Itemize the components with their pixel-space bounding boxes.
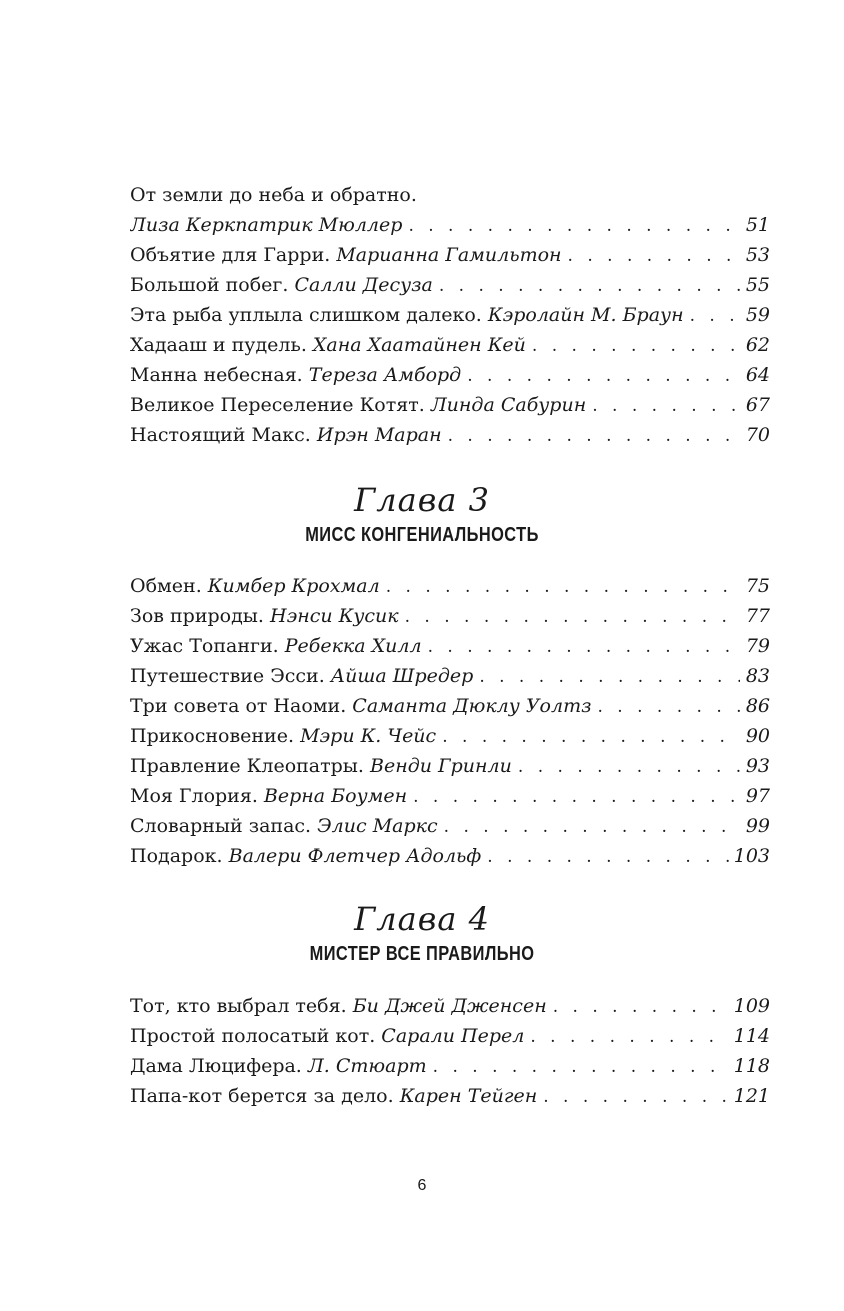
toc-entry-author: Нэнси Кусик — [270, 605, 399, 627]
toc-entry-page-number: 79 — [745, 635, 770, 657]
dot-leader — [428, 632, 740, 661]
toc-entry-title: Зов природы. — [130, 605, 264, 627]
toc-entry-page-number: 109 — [733, 995, 770, 1017]
toc-entry — [130, 330, 770, 360]
toc-entry-author: Марианна Гамильтон — [336, 244, 562, 266]
toc-entry-page-number: 64 — [745, 364, 770, 386]
toc-section-top — [130, 180, 770, 450]
toc-entry-author: Мэри К. Чейс — [300, 725, 437, 747]
dot-leader — [487, 842, 729, 871]
toc-entry — [130, 300, 770, 330]
toc-entry — [130, 270, 770, 300]
toc-entry-text — [130, 691, 591, 721]
toc-entry — [130, 811, 770, 841]
toc-entry-author: Карен Тейген — [399, 1085, 538, 1107]
toc-entry-text — [130, 1021, 524, 1051]
toc-entry-text — [130, 1081, 537, 1111]
toc-entry-page-number: 114 — [733, 1025, 770, 1047]
toc-entry — [130, 1081, 770, 1111]
toc-entry-author: Л. Стюарт — [307, 1055, 427, 1077]
dot-leader — [439, 271, 740, 300]
toc-entry-author: Сарали Перел — [381, 1025, 525, 1047]
toc-entry-page-number: 97 — [745, 785, 770, 807]
toc-entry-author: Валери Флетчер Адольф — [228, 845, 482, 867]
toc-entry-page-number: 86 — [745, 695, 770, 717]
toc-entry-text — [130, 330, 526, 360]
toc-entry-author: Салли Десуза — [294, 274, 433, 296]
toc-entry-author: Кимбер Крохмал — [207, 575, 380, 597]
dot-leader — [405, 602, 740, 631]
toc-entry-text — [130, 991, 547, 1021]
toc-entry-title: Эта рыба уплыла слишком далеко. — [130, 304, 482, 326]
dot-leader — [543, 1082, 730, 1111]
toc-entry — [130, 1021, 770, 1051]
toc-section-chapter3 — [130, 571, 770, 871]
toc-entry-author: Линда Сабурин — [430, 394, 587, 416]
toc-entry-author: Саманта Дюклу Уолтз — [352, 695, 592, 717]
toc-entry-page-number: 75 — [745, 575, 770, 597]
toc-entry-title: Простой полосатый кот. — [130, 1025, 376, 1047]
toc-entry — [130, 991, 770, 1021]
dot-leader — [518, 752, 740, 781]
dot-leader — [532, 331, 740, 360]
toc-entry-text — [130, 601, 399, 631]
toc-entry — [130, 631, 770, 661]
toc-entry-text — [130, 420, 442, 450]
chapter-title: МИСТЕР ВСЕ ПРАВИЛЬНО — [309, 943, 535, 965]
toc-entry-page-number: 90 — [745, 725, 770, 747]
toc-entry-title: Большой побег. — [130, 274, 289, 296]
dot-leader — [479, 662, 740, 691]
toc-entry-author: Лиза Керкпатрик Мюллер — [130, 214, 403, 236]
toc-entry — [130, 360, 770, 390]
toc-entry-page-number: 51 — [745, 214, 770, 236]
toc-entry-title: Манна небесная. — [130, 364, 303, 386]
toc-entry-text — [130, 240, 562, 270]
toc-entry — [130, 240, 770, 270]
chapter-label: Глава 4 — [354, 900, 490, 938]
dot-leader — [413, 782, 740, 811]
toc-entry-author: Ребекка Хилл — [284, 635, 422, 657]
toc-entry-title: От земли до неба и обратно. — [130, 184, 417, 206]
page-number: 6 — [417, 1177, 427, 1194]
toc-entry — [130, 721, 770, 751]
chapter-title: МИСС КОНГЕНИАЛЬНОСТЬ — [305, 524, 539, 546]
dot-leader — [386, 572, 740, 601]
toc-entry-text — [130, 721, 436, 751]
toc-entry-text — [130, 631, 422, 661]
toc-entry — [130, 390, 770, 420]
toc-entry-title: Три совета от Наоми. — [130, 695, 347, 717]
toc-entry-page-number: 70 — [745, 424, 770, 446]
toc-entry — [130, 210, 770, 240]
toc-entry-text — [130, 270, 433, 300]
toc-entry — [130, 1051, 770, 1081]
toc-entry — [130, 751, 770, 781]
chapter-heading — [0, 899, 844, 967]
toc-entry-page-number: 103 — [733, 845, 770, 867]
toc-entry-page-number: 59 — [745, 304, 770, 326]
toc-entry-title: Хадааш и пудель. — [130, 334, 307, 356]
toc-entry-title: Путешествие Эсси. — [130, 665, 325, 687]
dot-leader — [592, 391, 740, 420]
toc-entry — [130, 571, 770, 601]
dot-leader — [448, 421, 740, 450]
toc-entry — [130, 420, 770, 450]
dot-leader — [433, 1052, 730, 1081]
dot-leader — [530, 1022, 729, 1051]
toc-entry-page-number: 55 — [745, 274, 770, 296]
toc-entry-title: Обмен. — [130, 575, 202, 597]
toc-entry-page-number: 83 — [745, 665, 770, 687]
toc-entry-text — [130, 360, 461, 390]
dot-leader — [408, 211, 740, 240]
toc-section-chapter4 — [130, 991, 770, 1111]
toc-entry-text — [130, 571, 380, 601]
toc-entry-title: Ужас Топанги. — [130, 635, 279, 657]
dot-leader — [568, 241, 740, 270]
toc-entry-title: Папа-кот берется за дело. — [130, 1085, 394, 1107]
toc-entry-author: Би Джей Дженсен — [352, 995, 547, 1017]
dot-leader — [690, 301, 740, 330]
toc-entry-page-number: 67 — [745, 394, 770, 416]
toc-entry-page-number: 99 — [745, 815, 770, 837]
toc-entry-text — [130, 841, 481, 871]
toc-entry-author: Айша Шредер — [330, 665, 474, 687]
toc-entry-author: Кэролайн М. Браун — [487, 304, 684, 326]
toc-entry-page-number: 118 — [733, 1055, 770, 1077]
toc-entry — [130, 691, 770, 721]
dot-leader — [444, 812, 740, 841]
toc-entry-title: Объятие для Гарри. — [130, 244, 331, 266]
toc-entry-author: Тереза Амборд — [308, 364, 462, 386]
toc-entry-author: Верна Боумен — [263, 785, 408, 807]
toc-entry — [130, 601, 770, 631]
toc-entry-title: Тот, кто выбрал тебя. — [130, 995, 347, 1017]
toc-entry-author: Ирэн Маран — [316, 424, 442, 446]
toc-entry-title: Дама Люцифера. — [130, 1055, 302, 1077]
dot-leader — [442, 722, 740, 751]
toc-entry-title: Словарный запас. — [130, 815, 312, 837]
chapter-heading — [0, 480, 844, 548]
dot-leader — [467, 361, 740, 390]
chapter-label: Глава 3 — [354, 481, 490, 519]
toc-entry-page-number: 121 — [733, 1085, 770, 1107]
toc-entry-text — [130, 751, 512, 781]
toc-entry — [130, 661, 770, 691]
toc-entry-page-number: 93 — [745, 755, 770, 777]
toc-entry-author: Хана Хаатайнен Кей — [312, 334, 526, 356]
toc-entry-title: Правление Клеопатры. — [130, 755, 364, 777]
toc-entry-title: Подарок. — [130, 845, 223, 867]
toc-entry-text — [130, 661, 473, 691]
toc-entry-text — [130, 390, 586, 420]
toc-entry-title: Прикосновение. — [130, 725, 295, 747]
toc-entry-page-number: 53 — [745, 244, 770, 266]
toc-entry-text — [130, 811, 438, 841]
toc-entry-page-number: 77 — [745, 605, 770, 627]
toc-entry-text — [130, 300, 684, 330]
toc-entry-author: Венди Гринли — [370, 755, 512, 777]
toc-entry-title: Настоящий Макс. — [130, 424, 311, 446]
toc-entry-author: Элис Маркс — [317, 815, 438, 837]
toc-entry — [130, 781, 770, 811]
toc-entry-text — [130, 781, 407, 811]
toc-entry — [130, 841, 770, 871]
dot-leader — [553, 992, 730, 1021]
toc-entry-text — [130, 1051, 427, 1081]
toc-lead-line — [130, 180, 770, 210]
dot-leader — [597, 692, 740, 721]
toc-entry-text — [130, 210, 402, 240]
toc-entry-page-number: 62 — [745, 334, 770, 356]
toc-entry-title: Моя Глория. — [130, 785, 258, 807]
toc-entry-title: Великое Переселение Котят. — [130, 394, 425, 416]
